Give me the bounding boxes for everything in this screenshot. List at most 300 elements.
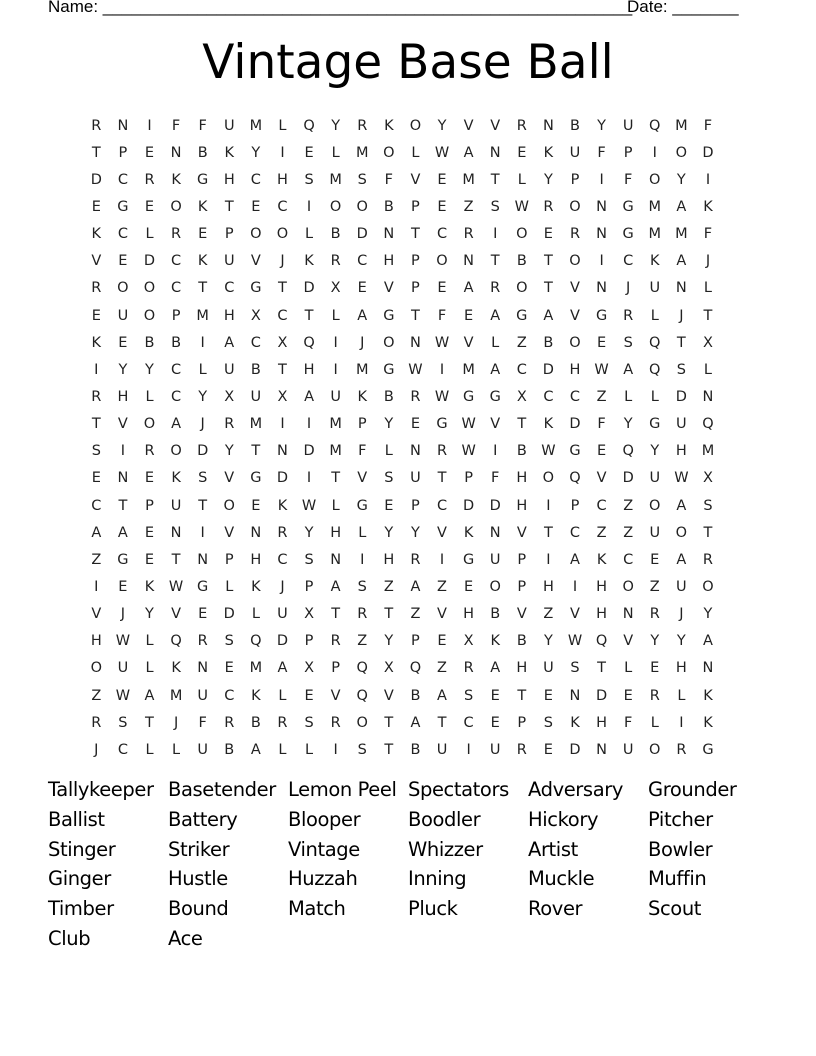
grid-letter: O bbox=[356, 714, 368, 731]
grid-row bbox=[83, 302, 721, 329]
grid-row bbox=[83, 166, 721, 193]
grid-letter: N bbox=[197, 551, 209, 568]
grid-letter: A bbox=[543, 307, 554, 324]
grid-letter: C bbox=[117, 226, 128, 243]
grid-letter: V bbox=[330, 687, 341, 704]
grid-letter: L bbox=[145, 660, 154, 677]
grid-letter: H bbox=[383, 253, 395, 270]
grid-letter: U bbox=[649, 524, 661, 541]
grid-letter: S bbox=[224, 633, 234, 650]
grid-letter: G bbox=[117, 551, 129, 568]
grid-letter: F bbox=[358, 443, 367, 460]
grid-letter: M bbox=[169, 687, 183, 704]
grid-letter: K bbox=[384, 117, 394, 134]
grid-letter: K bbox=[251, 687, 261, 704]
grid-letter: P bbox=[411, 198, 420, 215]
grid-letter: C bbox=[171, 280, 182, 297]
grid-letter: O bbox=[117, 280, 129, 297]
grid-letter: M bbox=[249, 117, 263, 134]
grid-letter: X bbox=[224, 388, 235, 405]
grid-letter: A bbox=[490, 361, 501, 378]
grid-letter: D bbox=[276, 470, 289, 487]
grid-letter: G bbox=[250, 470, 262, 487]
grid-letter: O bbox=[90, 660, 102, 677]
grid-letter: B bbox=[570, 117, 580, 134]
grid-letter: I bbox=[120, 443, 126, 460]
grid-letter: R bbox=[224, 714, 235, 731]
grid-letter: K bbox=[490, 633, 500, 650]
grid-letter: E bbox=[437, 198, 447, 215]
grid-row bbox=[83, 519, 721, 546]
grid-letter: N bbox=[702, 660, 714, 677]
grid-letter: U bbox=[676, 416, 687, 433]
grid-letter: M bbox=[462, 171, 475, 188]
grid-letter: K bbox=[197, 198, 208, 215]
grid-row bbox=[83, 193, 721, 220]
grid-letter: T bbox=[410, 307, 420, 324]
grid-letter: I bbox=[200, 524, 205, 541]
grid-letter: G bbox=[383, 361, 395, 378]
grid-letter: E bbox=[543, 687, 553, 704]
grid-letter: R bbox=[516, 117, 527, 134]
grid-letter: Y bbox=[331, 117, 341, 134]
grid-letter: B bbox=[383, 198, 394, 215]
word-bank-item: Ace bbox=[168, 926, 203, 950]
grid-letter: Y bbox=[384, 524, 394, 541]
grid-letter: B bbox=[250, 361, 261, 378]
grid-letter: A bbox=[410, 714, 421, 731]
grid-letter: U bbox=[649, 470, 661, 487]
grid-letter: V bbox=[224, 470, 235, 487]
grid-letter: H bbox=[223, 307, 235, 324]
grid-letter: L bbox=[624, 388, 633, 405]
grid-letter: K bbox=[171, 171, 181, 188]
grid-letter: Y bbox=[145, 361, 154, 378]
grid-letter: I bbox=[466, 741, 471, 758]
grid-letter: W bbox=[301, 497, 317, 514]
grid-letter: I bbox=[306, 416, 312, 433]
grid-letter: J bbox=[173, 714, 179, 731]
grid-letter: M bbox=[249, 660, 263, 677]
grid-letter: Z bbox=[357, 633, 368, 650]
grid-letter: A bbox=[91, 524, 102, 541]
grid-letter: N bbox=[383, 226, 395, 243]
grid-letter: M bbox=[249, 416, 263, 433]
grid-letter: Q bbox=[356, 687, 368, 704]
grid-letter: I bbox=[493, 443, 498, 460]
grid-letter: S bbox=[676, 361, 686, 378]
grid-letter: R bbox=[410, 551, 421, 568]
grid-letter: U bbox=[223, 117, 235, 134]
grid-letter: X bbox=[250, 307, 261, 324]
grid-letter: M bbox=[648, 198, 662, 215]
grid-letter: T bbox=[171, 551, 181, 568]
grid-letter: A bbox=[676, 497, 687, 514]
grid-letter: G bbox=[197, 171, 209, 188]
grid-row bbox=[83, 438, 721, 465]
grid-letter: D bbox=[569, 416, 581, 433]
grid-letter: O bbox=[143, 307, 156, 324]
grid-letter: G bbox=[516, 307, 528, 324]
grid-letter: B bbox=[516, 253, 527, 270]
grid-letter: R bbox=[649, 606, 660, 623]
grid-letter: M bbox=[355, 144, 369, 161]
grid-letter: V bbox=[463, 334, 474, 351]
grid-letter: R bbox=[197, 633, 208, 650]
grid-letter: D bbox=[595, 687, 608, 704]
grid-letter: R bbox=[330, 253, 341, 270]
grid-letter: T bbox=[703, 524, 713, 541]
grid-letter: V bbox=[224, 524, 235, 541]
grid-letter: N bbox=[409, 443, 421, 460]
grid-letter: L bbox=[703, 361, 712, 378]
grid-letter: Y bbox=[145, 606, 154, 623]
grid-row bbox=[83, 682, 721, 709]
grid-letter: N bbox=[596, 741, 607, 758]
grid-letter: O bbox=[170, 198, 182, 215]
grid-letter: E bbox=[437, 633, 447, 650]
grid-letter: Q bbox=[356, 660, 368, 677]
grid-letter: F bbox=[597, 144, 606, 161]
grid-letter: C bbox=[224, 687, 235, 704]
grid-letter: A bbox=[702, 633, 713, 650]
grid-letter: Z bbox=[596, 388, 607, 405]
grid-letter: G bbox=[436, 416, 448, 433]
grid-letter: E bbox=[464, 307, 474, 324]
grid-letter: B bbox=[224, 741, 235, 758]
grid-letter: I bbox=[572, 578, 578, 595]
grid-letter: Q bbox=[303, 334, 315, 351]
grid-letter: I bbox=[439, 551, 445, 568]
grid-letter: J bbox=[280, 578, 285, 595]
grid-letter: D bbox=[356, 226, 368, 243]
grid-letter: O bbox=[675, 144, 688, 161]
grid-letter: D bbox=[223, 606, 235, 623]
grid-letter: B bbox=[516, 443, 527, 460]
grid-letter: E bbox=[144, 144, 155, 161]
grid-row bbox=[83, 112, 721, 139]
grid-letter: T bbox=[331, 470, 341, 487]
grid-letter: D bbox=[702, 144, 714, 161]
grid-letter: Z bbox=[623, 524, 634, 541]
grid-letter: V bbox=[410, 171, 421, 188]
grid-letter: E bbox=[198, 606, 208, 623]
grid-letter: C bbox=[224, 280, 235, 297]
grid-letter: I bbox=[705, 171, 711, 188]
grid-letter: C bbox=[569, 388, 581, 405]
grid-letter: R bbox=[649, 687, 660, 704]
grid-letter: E bbox=[144, 551, 155, 568]
grid-letter: E bbox=[437, 171, 447, 188]
grid-letter: A bbox=[224, 334, 235, 351]
word-bank-item: Ginger bbox=[48, 867, 111, 891]
word-bank-item: Inning bbox=[408, 867, 467, 891]
grid-letter: V bbox=[570, 606, 580, 623]
grid-letter: J bbox=[679, 606, 684, 623]
grid-letter: I bbox=[333, 334, 338, 351]
grid-row bbox=[83, 465, 721, 492]
grid-letter: T bbox=[118, 497, 128, 514]
grid-letter: K bbox=[703, 714, 713, 731]
grid-letter: O bbox=[649, 171, 661, 188]
grid-letter: V bbox=[490, 416, 501, 433]
grid-letter: Q bbox=[303, 117, 315, 134]
grid-letter: N bbox=[542, 117, 554, 134]
name-field-line: Name: ________________________________________________________ bbox=[48, 0, 633, 16]
grid-letter: X bbox=[304, 660, 315, 677]
grid-letter: N bbox=[569, 687, 581, 704]
grid-letter: O bbox=[569, 198, 581, 215]
grid-letter: Y bbox=[623, 416, 633, 433]
grid-letter: Y bbox=[251, 144, 261, 161]
grid-row bbox=[83, 736, 721, 763]
grid-letter: V bbox=[91, 253, 102, 270]
grid-letter: R bbox=[702, 551, 713, 568]
grid-letter: N bbox=[489, 144, 501, 161]
grid-letter: U bbox=[250, 388, 262, 405]
grid-letter: W bbox=[168, 578, 184, 595]
grid-letter: A bbox=[171, 416, 182, 433]
grid-letter: A bbox=[570, 551, 580, 568]
grid-letter: H bbox=[542, 578, 554, 595]
word-bank-item: Grounder bbox=[648, 778, 737, 801]
grid-letter: C bbox=[277, 307, 288, 324]
grid-letter: S bbox=[91, 443, 101, 460]
grid-letter: P bbox=[145, 497, 154, 514]
grid-letter: W bbox=[461, 443, 476, 460]
grid-letter: E bbox=[91, 307, 101, 324]
word-bank-item: Ballist bbox=[48, 807, 105, 831]
grid-letter: P bbox=[411, 633, 420, 650]
grid-letter: N bbox=[596, 280, 607, 297]
grid-letter: K bbox=[251, 578, 261, 595]
grid-letter: O bbox=[516, 226, 528, 243]
grid-letter: K bbox=[703, 198, 713, 215]
grid-letter: T bbox=[543, 280, 553, 297]
grid-letter: A bbox=[144, 687, 155, 704]
grid-letter: A bbox=[490, 660, 501, 677]
grid-letter: H bbox=[117, 388, 129, 405]
grid-letter: E bbox=[464, 578, 474, 595]
grid-letter: U bbox=[489, 551, 501, 568]
grid-letter: K bbox=[650, 253, 660, 270]
grid-letter: R bbox=[623, 307, 634, 324]
grid-letter: U bbox=[170, 497, 182, 514]
grid-letter: E bbox=[410, 416, 420, 433]
word-bank bbox=[48, 778, 768, 957]
grid-letter: O bbox=[542, 470, 555, 487]
grid-letter: Q bbox=[170, 633, 182, 650]
grid-letter: T bbox=[676, 334, 686, 351]
grid-letter: E bbox=[144, 198, 155, 215]
grid-letter: U bbox=[649, 280, 661, 297]
grid-letter: Z bbox=[516, 334, 527, 351]
word-bank-item: Pitcher bbox=[648, 807, 713, 831]
grid-letter: Z bbox=[437, 660, 447, 677]
grid-letter: O bbox=[649, 497, 661, 514]
grid-letter: D bbox=[463, 497, 475, 514]
grid-letter: O bbox=[409, 117, 422, 134]
grid-letter: K bbox=[357, 388, 367, 405]
grid-letter: B bbox=[490, 606, 501, 623]
grid-letter: C bbox=[436, 497, 448, 514]
grid-letter: V bbox=[623, 633, 634, 650]
grid-letter: R bbox=[569, 226, 581, 243]
grid-letter: L bbox=[650, 388, 659, 405]
grid-row bbox=[83, 329, 721, 356]
grid-letter: C bbox=[596, 497, 607, 514]
grid-letter: H bbox=[596, 606, 608, 623]
grid-letter: A bbox=[463, 144, 474, 161]
grid-letter: L bbox=[278, 687, 287, 704]
grid-letter: D bbox=[622, 470, 634, 487]
grid-letter: Q bbox=[569, 470, 581, 487]
grid-letter: J bbox=[200, 416, 205, 433]
grid-letter: A bbox=[330, 578, 341, 595]
grid-letter: A bbox=[410, 578, 421, 595]
grid-letter: L bbox=[198, 361, 207, 378]
grid-letter: T bbox=[278, 280, 287, 297]
grid-row bbox=[83, 492, 721, 519]
grid-letter: L bbox=[225, 578, 234, 595]
grid-letter: Y bbox=[650, 633, 660, 650]
grid-letter: B bbox=[410, 687, 421, 704]
grid-letter: W bbox=[115, 633, 131, 650]
grid-letter: M bbox=[196, 307, 209, 324]
grid-letter: M bbox=[675, 226, 688, 243]
grid-letter: P bbox=[623, 144, 633, 161]
grid-letter: O bbox=[276, 226, 289, 243]
grid-letter: L bbox=[517, 171, 526, 188]
grid-letter: R bbox=[91, 714, 102, 731]
grid-letter: L bbox=[305, 741, 314, 758]
word-bank-item: Huzzah bbox=[288, 867, 358, 891]
word-bank-item: Muckle bbox=[528, 867, 595, 891]
grid-letter: T bbox=[251, 443, 261, 460]
grid-row bbox=[83, 248, 721, 275]
grid-letter: H bbox=[675, 660, 687, 677]
grid-letter: M bbox=[329, 171, 342, 188]
grid-letter: Q bbox=[649, 117, 661, 134]
grid-letter: A bbox=[623, 361, 634, 378]
grid-letter: K bbox=[463, 524, 474, 541]
grid-letter: N bbox=[197, 660, 209, 677]
grid-letter: E bbox=[251, 198, 261, 215]
grid-letter: P bbox=[570, 497, 580, 514]
grid-letter: G bbox=[595, 307, 608, 324]
grid-letter: L bbox=[278, 117, 287, 134]
grid-letter: E bbox=[198, 226, 208, 243]
grid-letter: V bbox=[117, 416, 128, 433]
grid-letter: C bbox=[117, 741, 128, 758]
grid-letter: G bbox=[383, 307, 395, 324]
grid-letter: H bbox=[675, 443, 687, 460]
grid-letter: V bbox=[463, 117, 474, 134]
grid-letter: G bbox=[356, 497, 368, 514]
puzzle-title: Vintage Base Ball bbox=[202, 35, 614, 90]
grid-letter: S bbox=[304, 551, 314, 568]
grid-letter: D bbox=[276, 633, 289, 650]
grid-letter: J bbox=[705, 253, 711, 270]
grid-letter: O bbox=[250, 226, 262, 243]
grid-letter: H bbox=[596, 578, 608, 595]
grid-letter: V bbox=[91, 606, 102, 623]
grid-letter: N bbox=[596, 226, 607, 243]
grid-letter: K bbox=[91, 334, 102, 351]
grid-letter: C bbox=[171, 361, 182, 378]
grid-row bbox=[83, 356, 721, 383]
grid-letter: G bbox=[622, 198, 634, 215]
grid-letter: T bbox=[384, 606, 394, 623]
grid-letter: R bbox=[277, 524, 288, 541]
grid-letter: P bbox=[224, 551, 234, 568]
grid-letter: N bbox=[596, 198, 607, 215]
grid-letter: L bbox=[305, 226, 314, 243]
grid-letter: E bbox=[490, 714, 500, 731]
word-bank-item: Boodler bbox=[408, 807, 481, 831]
grid-letter: Z bbox=[623, 497, 634, 514]
grid-letter: Y bbox=[224, 443, 234, 460]
grid-letter: H bbox=[250, 551, 262, 568]
word-bank-item: Basetender bbox=[168, 778, 276, 801]
word-bank-item: Rover bbox=[528, 897, 583, 921]
grid-letter: X bbox=[277, 334, 288, 351]
grid-letter: C bbox=[436, 226, 448, 243]
grid-letter: P bbox=[517, 714, 527, 731]
grid-letter: O bbox=[356, 198, 368, 215]
grid-letter: T bbox=[543, 524, 553, 541]
grid-letter: O bbox=[223, 497, 235, 514]
grid-letter: F bbox=[703, 117, 713, 134]
grid-letter: V bbox=[437, 524, 447, 541]
grid-letter: J bbox=[120, 606, 126, 623]
grid-letter: U bbox=[330, 388, 341, 405]
grid-letter: Q bbox=[622, 443, 634, 460]
grid-letter: S bbox=[464, 687, 474, 704]
grid-letter: O bbox=[143, 280, 156, 297]
grid-letter: C bbox=[117, 171, 128, 188]
grid-letter: Y bbox=[676, 171, 686, 188]
grid-letter: K bbox=[197, 253, 208, 270]
grid-letter: E bbox=[118, 578, 128, 595]
grid-letter: V bbox=[171, 606, 182, 623]
grid-letter: E bbox=[251, 497, 261, 514]
grid-letter: B bbox=[197, 144, 208, 161]
grid-letter: G bbox=[250, 280, 262, 297]
grid-row bbox=[83, 383, 721, 410]
grid-letter: Y bbox=[304, 524, 314, 541]
grid-letter: N bbox=[117, 117, 129, 134]
grid-letter: U bbox=[197, 687, 208, 704]
grid-letter: C bbox=[623, 253, 634, 270]
word-bank-item: Vintage bbox=[288, 837, 360, 861]
grid-letter: B bbox=[516, 633, 527, 650]
grid-letter: L bbox=[172, 741, 181, 758]
word-bank-item: Scout bbox=[648, 897, 702, 921]
word-bank-item: Bowler bbox=[648, 837, 713, 861]
grid-letter: Y bbox=[703, 606, 713, 623]
grid-letter: I bbox=[439, 361, 445, 378]
grid-letter: J bbox=[679, 307, 684, 324]
grid-letter: M bbox=[462, 361, 475, 378]
grid-letter: X bbox=[304, 606, 315, 623]
grid-letter: M bbox=[355, 361, 369, 378]
grid-row bbox=[83, 628, 721, 655]
grid-letter: S bbox=[304, 171, 314, 188]
word-bank-item: Spectators bbox=[408, 778, 509, 801]
grid-letter: H bbox=[277, 171, 288, 188]
grid-letter: I bbox=[546, 551, 551, 568]
